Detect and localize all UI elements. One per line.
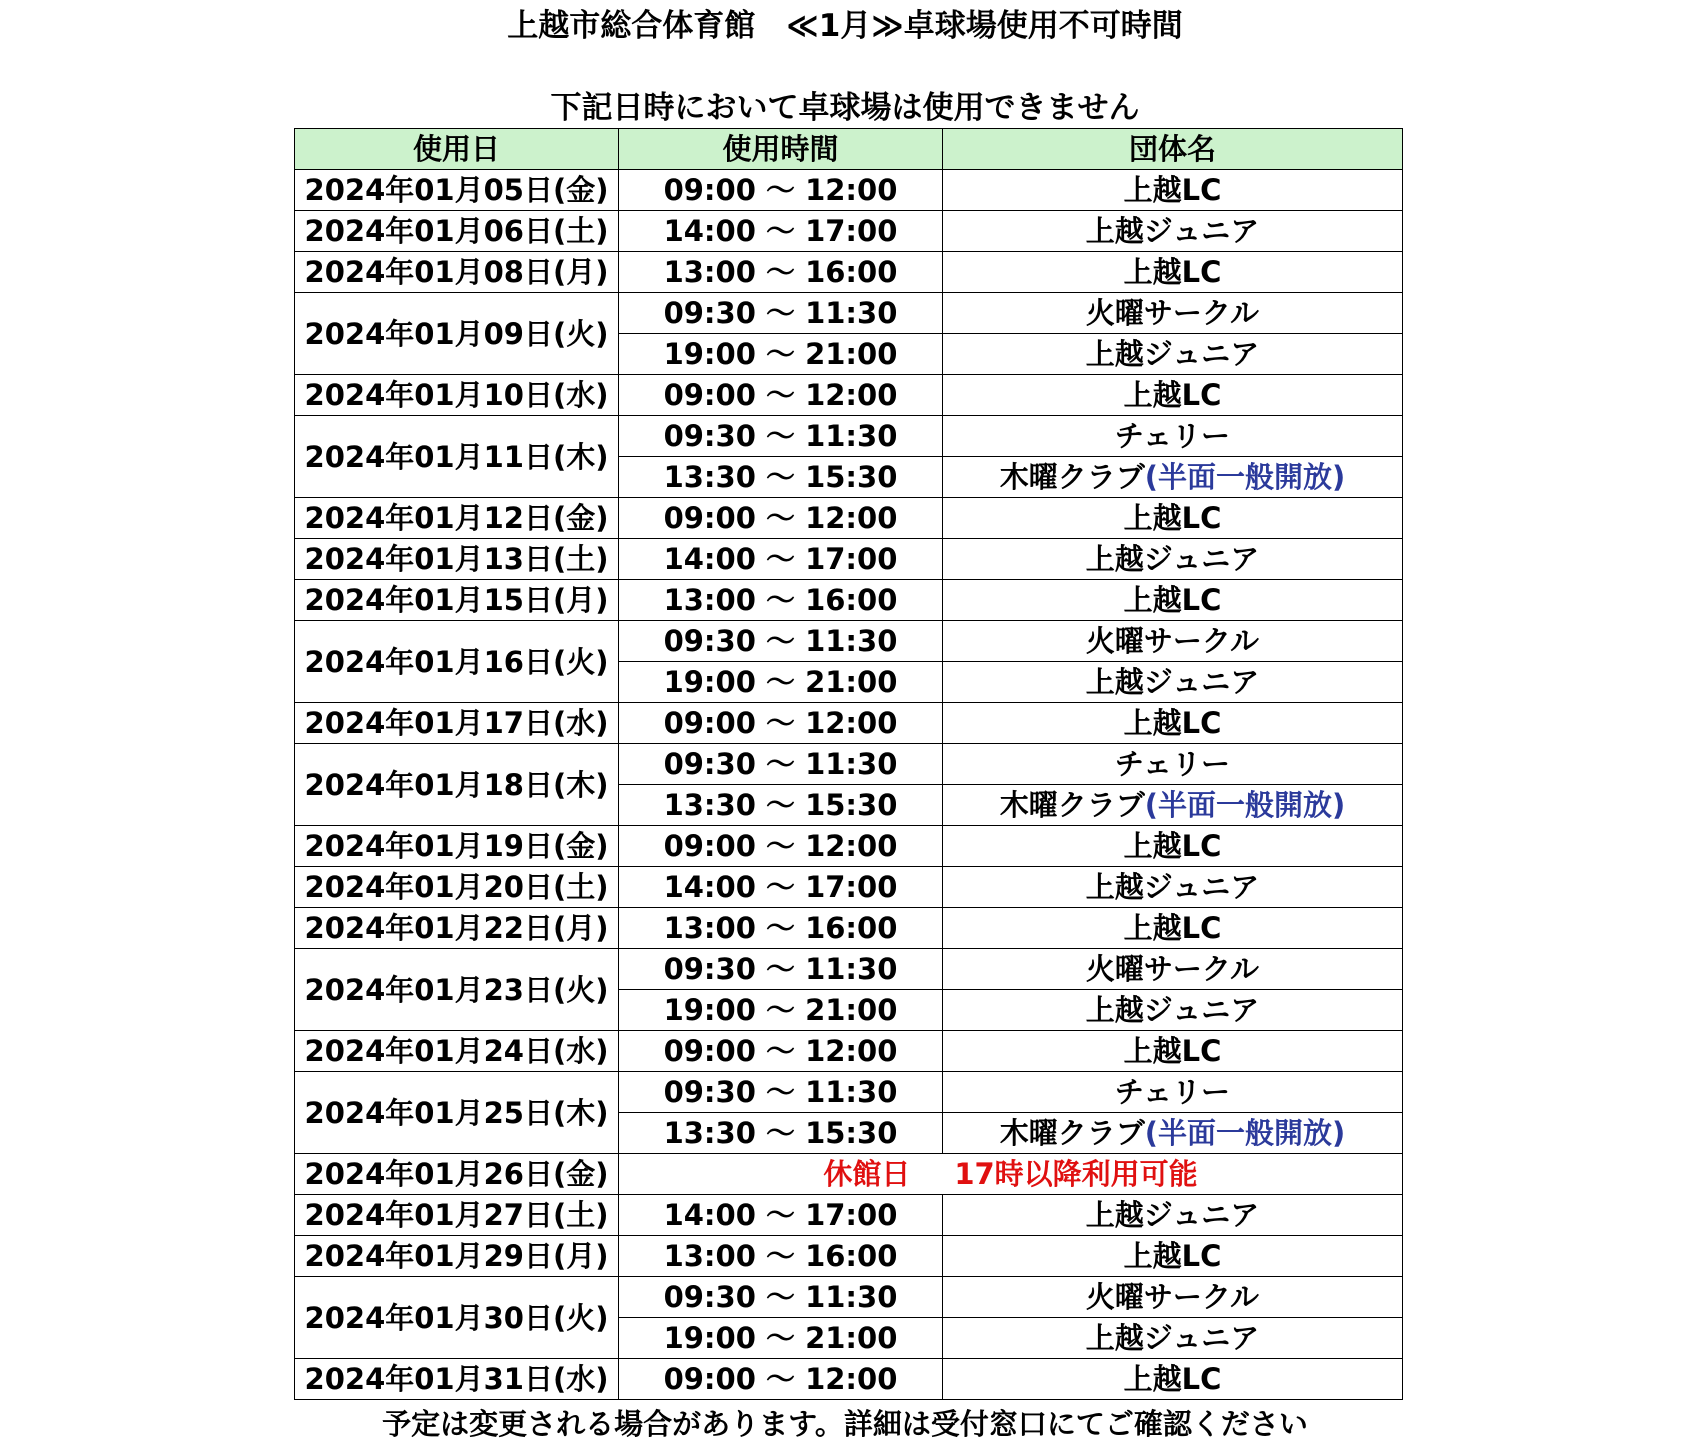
table-row <box>295 1277 1403 1318</box>
closed-label: 休館日 <box>823 1157 911 1191</box>
group-cell <box>943 293 1403 334</box>
date-cell: 2024年01月17日(水) <box>295 703 619 744</box>
time-cell: 13:00 ～ 16:00 <box>619 1236 943 1277</box>
group-name: 上越LC <box>1123 1362 1222 1396</box>
group-name: 火曜サークル <box>1085 952 1260 986</box>
group-name: 上越LC <box>1123 829 1222 863</box>
time-cell: 13:30 ～ 15:30 <box>619 457 943 498</box>
group-name: 木曜クラブ <box>999 788 1145 822</box>
group-name: チェリー <box>1114 747 1231 781</box>
date-cell: 2024年01月06日(土) <box>295 211 619 252</box>
time-cell: 09:00 ～ 12:00 <box>619 703 943 744</box>
group-cell <box>943 1195 1403 1236</box>
group-cell <box>943 457 1403 498</box>
date-cell: 2024年01月15日(月) <box>295 580 619 621</box>
date-cell: 2024年01月29日(月) <box>295 1236 619 1277</box>
group-name: 上越ジュニア <box>1085 870 1260 904</box>
group-name: 火曜サークル <box>1085 624 1260 658</box>
group-name: 上越LC <box>1123 1034 1222 1068</box>
group-name: 火曜サークル <box>1085 296 1260 330</box>
group-name: 上越LC <box>1123 583 1222 617</box>
table-row <box>295 375 1403 416</box>
date-cell: 2024年01月23日(火) <box>295 949 619 1031</box>
time-cell: 09:30 ～ 11:30 <box>619 416 943 457</box>
date-cell: 2024年01月08日(月) <box>295 252 619 293</box>
time-cell: 09:30 ～ 11:30 <box>619 949 943 990</box>
time-cell: 09:30 ～ 11:30 <box>619 1277 943 1318</box>
table-row <box>295 580 1403 621</box>
group-cell <box>943 1359 1403 1400</box>
group-cell <box>943 1031 1403 1072</box>
table-row <box>295 949 1403 990</box>
date-cell: 2024年01月26日(金) <box>295 1154 619 1195</box>
time-cell: 09:00 ～ 12:00 <box>619 170 943 211</box>
group-cell <box>943 621 1403 662</box>
table-row <box>295 498 1403 539</box>
time-cell: 09:00 ～ 12:00 <box>619 375 943 416</box>
group-cell <box>943 252 1403 293</box>
group-name: 上越LC <box>1123 378 1222 412</box>
group-name: 上越LC <box>1123 173 1222 207</box>
header-time: 使用時間 <box>619 129 943 170</box>
table-row <box>295 826 1403 867</box>
group-name: 上越LC <box>1123 501 1222 535</box>
table-header-row <box>295 129 1403 170</box>
group-name: 上越LC <box>1123 255 1222 289</box>
table-row <box>295 1154 1403 1195</box>
group-cell <box>943 826 1403 867</box>
time-cell: 14:00 ～ 17:00 <box>619 211 943 252</box>
table-row <box>295 539 1403 580</box>
date-cell: 2024年01月25日(木) <box>295 1072 619 1154</box>
group-cell <box>943 867 1403 908</box>
date-cell: 2024年01月16日(火) <box>295 621 619 703</box>
group-note: (半面一般開放) <box>1144 460 1346 494</box>
group-cell <box>943 498 1403 539</box>
closed-detail: 17時以降利用可能 <box>954 1157 1198 1191</box>
table-row <box>295 211 1403 252</box>
time-cell: 09:30 ～ 11:30 <box>619 1072 943 1113</box>
group-name: 上越LC <box>1123 911 1222 945</box>
date-cell: 2024年01月12日(金) <box>295 498 619 539</box>
time-cell: 14:00 ～ 17:00 <box>619 1195 943 1236</box>
time-cell: 09:30 ～ 11:30 <box>619 744 943 785</box>
date-cell: 2024年01月10日(水) <box>295 375 619 416</box>
group-name: 上越ジュニア <box>1085 542 1260 576</box>
table-row <box>295 908 1403 949</box>
group-cell <box>943 949 1403 990</box>
time-cell: 19:00 ～ 21:00 <box>619 1318 943 1359</box>
group-name: 上越ジュニア <box>1085 1198 1260 1232</box>
time-cell: 09:30 ～ 11:30 <box>619 293 943 334</box>
footer-note: 予定は変更される場合があります。詳細は受付窓口にてご確認ください <box>382 1407 1308 1441</box>
date-cell: 2024年01月19日(金) <box>295 826 619 867</box>
group-cell <box>943 375 1403 416</box>
time-cell: 13:30 ～ 15:30 <box>619 785 943 826</box>
group-cell <box>943 1236 1403 1277</box>
date-cell: 2024年01月20日(土) <box>295 867 619 908</box>
date-cell: 2024年01月31日(水) <box>295 1359 619 1400</box>
table-row <box>295 1236 1403 1277</box>
table-row <box>295 744 1403 785</box>
group-cell <box>943 334 1403 375</box>
group-name: 上越ジュニア <box>1085 665 1260 699</box>
date-cell: 2024年01月05日(金) <box>295 170 619 211</box>
group-cell <box>943 1318 1403 1359</box>
group-cell <box>943 703 1403 744</box>
date-cell: 2024年01月30日(火) <box>295 1277 619 1359</box>
group-name: 上越ジュニア <box>1085 993 1260 1027</box>
table-row <box>295 416 1403 457</box>
header-group: 団体名 <box>943 129 1403 170</box>
group-cell <box>943 211 1403 252</box>
time-cell: 09:00 ～ 12:00 <box>619 498 943 539</box>
date-cell: 2024年01月27日(土) <box>295 1195 619 1236</box>
time-cell: 13:00 ～ 16:00 <box>619 580 943 621</box>
group-cell <box>943 662 1403 703</box>
time-cell: 09:00 ～ 12:00 <box>619 826 943 867</box>
table-row <box>295 293 1403 334</box>
group-name: 上越LC <box>1123 1239 1222 1273</box>
date-cell: 2024年01月24日(水) <box>295 1031 619 1072</box>
date-cell: 2024年01月18日(木) <box>295 744 619 826</box>
page-subtitle: 下記日時において卓球場は使用できません <box>550 90 1140 126</box>
closed-notice-cell <box>619 1154 1403 1195</box>
group-cell <box>943 170 1403 211</box>
group-cell <box>943 416 1403 457</box>
group-name: 上越ジュニア <box>1085 1321 1260 1355</box>
schedule-body <box>295 170 1403 1400</box>
time-cell: 14:00 ～ 17:00 <box>619 867 943 908</box>
schedule-table <box>294 128 1403 1400</box>
table-row <box>295 170 1403 211</box>
group-cell <box>943 539 1403 580</box>
table-row <box>295 703 1403 744</box>
time-cell: 13:00 ～ 16:00 <box>619 252 943 293</box>
group-cell <box>943 990 1403 1031</box>
group-cell <box>943 744 1403 785</box>
group-cell <box>943 580 1403 621</box>
table-row <box>295 1195 1403 1236</box>
group-cell <box>943 1072 1403 1113</box>
group-name: チェリー <box>1114 1075 1231 1109</box>
time-cell: 14:00 ～ 17:00 <box>619 539 943 580</box>
date-cell: 2024年01月11日(木) <box>295 416 619 498</box>
group-name: 上越ジュニア <box>1085 214 1260 248</box>
group-cell <box>943 1113 1403 1154</box>
page-title: 上越市総合体育館 ≪1月≫卓球場使用不可時間 <box>507 8 1183 44</box>
group-name: 木曜クラブ <box>999 1116 1145 1150</box>
time-cell: 09:00 ～ 12:00 <box>619 1031 943 1072</box>
time-cell: 13:00 ～ 16:00 <box>619 908 943 949</box>
group-name: 上越ジュニア <box>1085 337 1260 371</box>
table-row <box>295 1072 1403 1113</box>
date-cell: 2024年01月09日(火) <box>295 293 619 375</box>
group-cell <box>943 908 1403 949</box>
time-cell: 09:30 ～ 11:30 <box>619 621 943 662</box>
table-row <box>295 867 1403 908</box>
group-cell <box>943 1277 1403 1318</box>
group-name: 上越LC <box>1123 706 1222 740</box>
group-cell <box>943 785 1403 826</box>
time-cell: 19:00 ～ 21:00 <box>619 334 943 375</box>
group-name: 火曜サークル <box>1085 1280 1260 1314</box>
group-note: (半面一般開放) <box>1144 788 1346 822</box>
group-name: 木曜クラブ <box>999 460 1145 494</box>
time-cell: 19:00 ～ 21:00 <box>619 990 943 1031</box>
table-row <box>295 621 1403 662</box>
table-row <box>295 252 1403 293</box>
date-cell: 2024年01月22日(月) <box>295 908 619 949</box>
group-name: チェリー <box>1114 419 1231 453</box>
header-date: 使用日 <box>295 129 619 170</box>
date-cell: 2024年01月13日(土) <box>295 539 619 580</box>
table-row <box>295 1031 1403 1072</box>
time-cell: 09:00 ～ 12:00 <box>619 1359 943 1400</box>
time-cell: 19:00 ～ 21:00 <box>619 662 943 703</box>
time-cell: 13:30 ～ 15:30 <box>619 1113 943 1154</box>
group-note: (半面一般開放) <box>1144 1116 1346 1150</box>
table-row <box>295 1359 1403 1400</box>
